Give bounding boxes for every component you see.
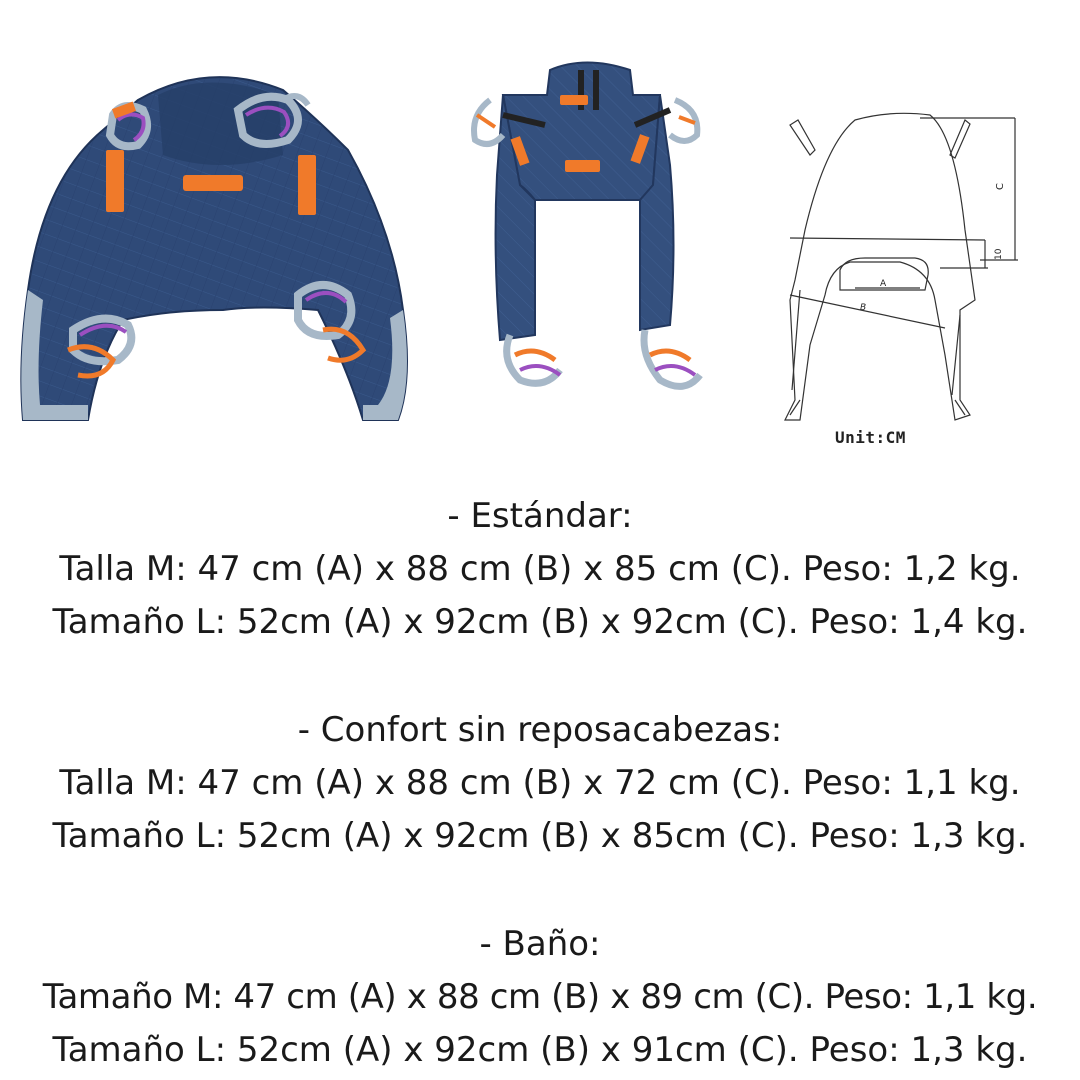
spec-spacer bbox=[0, 863, 1080, 918]
specs-section bbox=[0, 490, 1080, 1077]
spec-line-standard-m: Talla M: 47 cm (A) x 88 cm (B) x 85 cm (C). Peso: 1,2 kg. bbox=[59, 549, 1021, 589]
spec-line-bath-m: Tamaño M: 47 cm (A) x 88 cm (B) x 89 cm (C). Peso: 1,1 kg. bbox=[42, 977, 1038, 1017]
sling-comfort-photo bbox=[465, 55, 710, 420]
sling-standard-photo bbox=[18, 60, 418, 425]
spec-line-comfort-m: Talla M: 47 cm (A) x 88 cm (B) x 72 cm (C). Peso: 1,1 kg. bbox=[59, 763, 1021, 803]
spec-heading-comfort: - Confort sin reposacabezas: bbox=[297, 710, 783, 750]
spec-line-standard-l: Tamaño L: 52cm (A) x 92cm (B) x 92cm (C). Peso: 1,4 kg. bbox=[52, 602, 1028, 642]
product-images-row bbox=[0, 0, 1080, 470]
spec-line-comfort-l: Tamaño L: 52cm (A) x 92cm (B) x 85cm (C). Peso: 1,3 kg. bbox=[52, 816, 1028, 856]
diagram-label-b: B bbox=[860, 303, 867, 313]
spec-heading-standard: - Estándar: bbox=[447, 496, 633, 536]
sling-dimension-diagram bbox=[770, 100, 1040, 455]
diagram-label-a: A bbox=[880, 279, 887, 289]
spec-heading-bath: - Baño: bbox=[479, 924, 601, 964]
diagram-label-c: C bbox=[995, 183, 1006, 190]
unit-label: Unit:CM bbox=[835, 428, 906, 447]
spec-line-bath-l: Tamaño L: 52cm (A) x 92cm (B) x 91cm (C). Peso: 1,3 kg. bbox=[52, 1030, 1028, 1070]
diagram-label-ten: 10 bbox=[994, 248, 1004, 260]
spec-spacer bbox=[0, 649, 1080, 704]
